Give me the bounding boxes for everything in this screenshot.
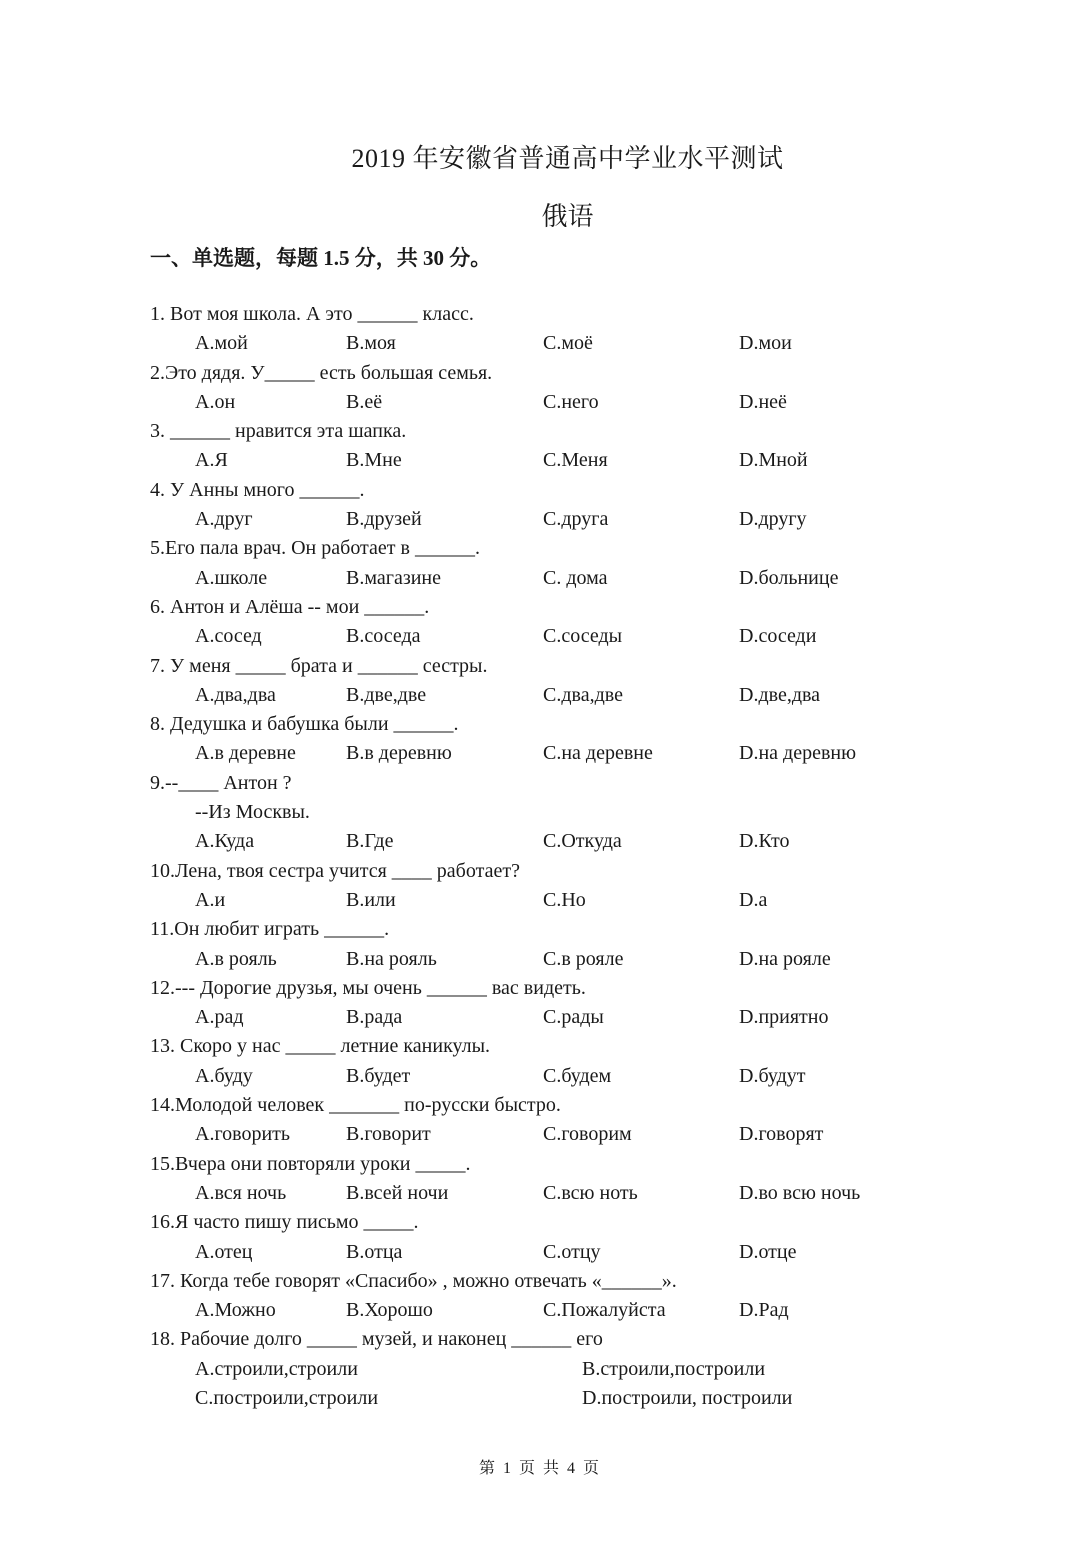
- question-17-option-b: B.Хорошо: [346, 1299, 433, 1322]
- question-15-options: [150, 1179, 950, 1208]
- question-13-option-d: D.будут: [739, 1064, 806, 1087]
- question-5-option-d: D.больнице: [739, 566, 839, 589]
- question-7-option-b: B.две,две: [346, 683, 427, 706]
- question-3-option-b: B.Мне: [346, 449, 402, 472]
- question-16-option-c: C.отцу: [543, 1240, 601, 1263]
- question-7-stem: 7. У меня _____ брата и ______ сестры.: [150, 654, 488, 677]
- question-10-option-d: D.a: [739, 888, 768, 911]
- question-11-option-c: C.в рояле: [543, 947, 624, 970]
- question-14-option-a: A.говорить: [195, 1123, 291, 1146]
- question-9-stem: 9.--____ Антон ?: [150, 771, 292, 794]
- question-18-options-row-1: [150, 1355, 950, 1384]
- question-9-option-c: C.Откуда: [543, 830, 622, 853]
- question-5-options: [150, 564, 950, 593]
- question-1-option-d: D.мои: [739, 332, 792, 355]
- question-12-options: [150, 1003, 950, 1032]
- question-11-option-d: D.на рояле: [739, 947, 831, 970]
- question-1-option-a: A.мой: [195, 332, 248, 355]
- question-12-option-a: A.рад: [195, 1006, 244, 1029]
- page-number-footer: 第 1 页 共 4 页: [478, 1460, 601, 1477]
- question-9-option-d: D.Кто: [739, 830, 790, 853]
- question-1-stem: 1. Вот моя школа. А это ______ класс.: [150, 303, 474, 325]
- question-7-option-a: A.два,два: [195, 683, 276, 706]
- question-5-stem: 5.Его пала врач. Он работает в ______.: [150, 537, 480, 560]
- question-12-stem: 12.--- Дорогие друзья, мы очень ______ вас видеть.: [150, 976, 586, 999]
- question-6-options: [150, 622, 950, 651]
- question-8-stem: 8. Дедушка и бабушка были ______.: [150, 713, 459, 736]
- question-11-stem: 11.Он любит играть ______.: [150, 918, 390, 941]
- question-16-stem: 16.Я часто пишу письмо _____.: [150, 1211, 419, 1234]
- question-14-option-c: C.говорим: [543, 1123, 632, 1146]
- question-8-option-c: C.на деревне: [543, 742, 653, 765]
- question-3-options: [150, 446, 950, 475]
- question-4-option-d: D.другу: [739, 508, 807, 531]
- question-6-option-a: A.сосед: [195, 625, 262, 648]
- question-12-option-d: D.приятно: [739, 1006, 829, 1029]
- question-2-option-c: C.него: [543, 390, 599, 413]
- question-11-option-b: B.на рояль: [346, 947, 437, 970]
- question-list: [150, 300, 950, 1413]
- question-2-option-a: A.он: [195, 390, 236, 413]
- question-4-stem: 4. У Анны много ______.: [150, 478, 365, 501]
- question-17-stem: 17. Когда тебе говорят «Спасибо» , можно отвечать «______».: [150, 1269, 677, 1292]
- question-4-option-a: A.друг: [195, 508, 253, 531]
- question-12-option-b: B.рада: [346, 1006, 403, 1029]
- question-13-option-a: A.буду: [195, 1064, 253, 1087]
- question-2-options: [150, 388, 950, 417]
- question-3-option-d: D.Мной: [739, 449, 808, 472]
- question-13-stem: 13. Скоро у нас _____ летние каникулы.: [150, 1035, 491, 1058]
- question-7-option-d: D.две,два: [739, 683, 821, 706]
- question-9-options: [150, 827, 950, 856]
- question-17-option-c: C.Пожалуйста: [543, 1299, 666, 1322]
- section-heading: 一、单选题，每题 1.5 分，共 30 分。: [150, 246, 492, 270]
- question-12-option-c: C.рады: [543, 1006, 604, 1029]
- question-8-option-b: B.в деревню: [346, 742, 452, 765]
- question-2-option-d: D.неё: [739, 390, 787, 413]
- question-1-option-b: B.моя: [346, 332, 396, 355]
- question-9-option-a: A.Куда: [195, 830, 255, 853]
- question-18-option-b: B.строили,построили: [582, 1357, 766, 1380]
- question-4-option-c: C.друга: [543, 508, 609, 531]
- question-16-options: [150, 1238, 950, 1267]
- question-1-options: [150, 329, 950, 358]
- question-3-option-c: C.Меня: [543, 449, 608, 472]
- question-13-options: [150, 1062, 950, 1091]
- question-4-option-b: B.друзей: [346, 508, 422, 531]
- question-18-option-d: D.построили, построили: [582, 1386, 793, 1409]
- question-11-option-a: A.в рояль: [195, 947, 277, 970]
- question-15-option-a: A.вся ночь: [195, 1181, 287, 1204]
- question-15-option-d: D.во всю ночь: [739, 1181, 861, 1204]
- question-15-option-b: B.всей ночи: [346, 1181, 449, 1204]
- question-10-option-b: B.или: [346, 888, 396, 911]
- question-8-option-a: A.в деревне: [195, 742, 296, 765]
- question-14-options: [150, 1120, 950, 1149]
- question-17-options: [150, 1296, 950, 1325]
- question-6-option-c: C.соседы: [543, 625, 623, 648]
- question-5-option-a: A.школе: [195, 566, 268, 589]
- question-17-option-a: A.Можно: [195, 1299, 276, 1322]
- question-18-option-a: A.строили,строили: [195, 1357, 358, 1380]
- question-18-option-c: C.построили,строили: [195, 1386, 379, 1409]
- question-5-option-b: B.магазине: [346, 566, 441, 589]
- question-16-option-a: A.отец: [195, 1240, 253, 1263]
- question-11-options: [150, 945, 950, 974]
- question-8-option-d: D.на деревню: [739, 742, 857, 765]
- question-15-option-c: C.всю ноть: [543, 1181, 638, 1204]
- question-10-option-a: A.и: [195, 888, 226, 911]
- question-7-option-c: C.два,две: [543, 683, 623, 706]
- question-16-option-d: D.отце: [739, 1240, 797, 1263]
- question-17-option-d: D.Рад: [739, 1299, 789, 1322]
- question-6-option-b: B.соседа: [346, 625, 421, 648]
- question-2-option-b: B.её: [346, 390, 383, 413]
- question-9-option-b: B.Где: [346, 830, 394, 853]
- question-8-options: [150, 739, 950, 768]
- exam-title: 2019 年安徽省普通高中学业水平测试: [351, 144, 784, 173]
- question-18-options-row-2: [150, 1384, 950, 1413]
- exam-subject: 俄语: [541, 202, 594, 231]
- question-14-stem: 14.Молодой человек _______ по-русски быстро.: [150, 1094, 561, 1117]
- question-4-options: [150, 505, 950, 534]
- question-13-option-c: C.будем: [543, 1064, 612, 1087]
- question-10-option-c: C.Но: [543, 888, 586, 911]
- question-9-reply: --Из Москвы.: [195, 801, 310, 824]
- question-10-options: [150, 886, 950, 915]
- question-6-stem: 6. Антон и Алёша -- мои ______.: [150, 595, 430, 618]
- question-13-option-b: B.будет: [346, 1064, 411, 1087]
- question-14-option-b: B.говорит: [346, 1123, 431, 1146]
- question-7-options: [150, 681, 950, 710]
- question-16-option-b: B.отца: [346, 1240, 403, 1263]
- question-14-option-d: D.говорят: [739, 1123, 824, 1146]
- question-6-option-d: D.соседи: [739, 625, 817, 648]
- question-18-stem: 18. Рабочие долго _____ музей, и наконец ______ его: [150, 1328, 603, 1351]
- question-10-stem: 10.Лена, твоя сестра учится ____ работает?: [150, 859, 520, 882]
- question-5-option-c: C. дома: [543, 566, 608, 589]
- question-15-stem: 15.Вчера они повторяли уроки _____.: [150, 1152, 471, 1175]
- question-3-option-a: A.Я: [195, 449, 228, 472]
- question-3-stem: 3. ______ нравится эта шапка.: [150, 420, 407, 443]
- question-2-stem: 2.Это дядя. У_____ есть большая семья.: [150, 361, 493, 384]
- question-1-option-c: C.моё: [543, 332, 593, 355]
